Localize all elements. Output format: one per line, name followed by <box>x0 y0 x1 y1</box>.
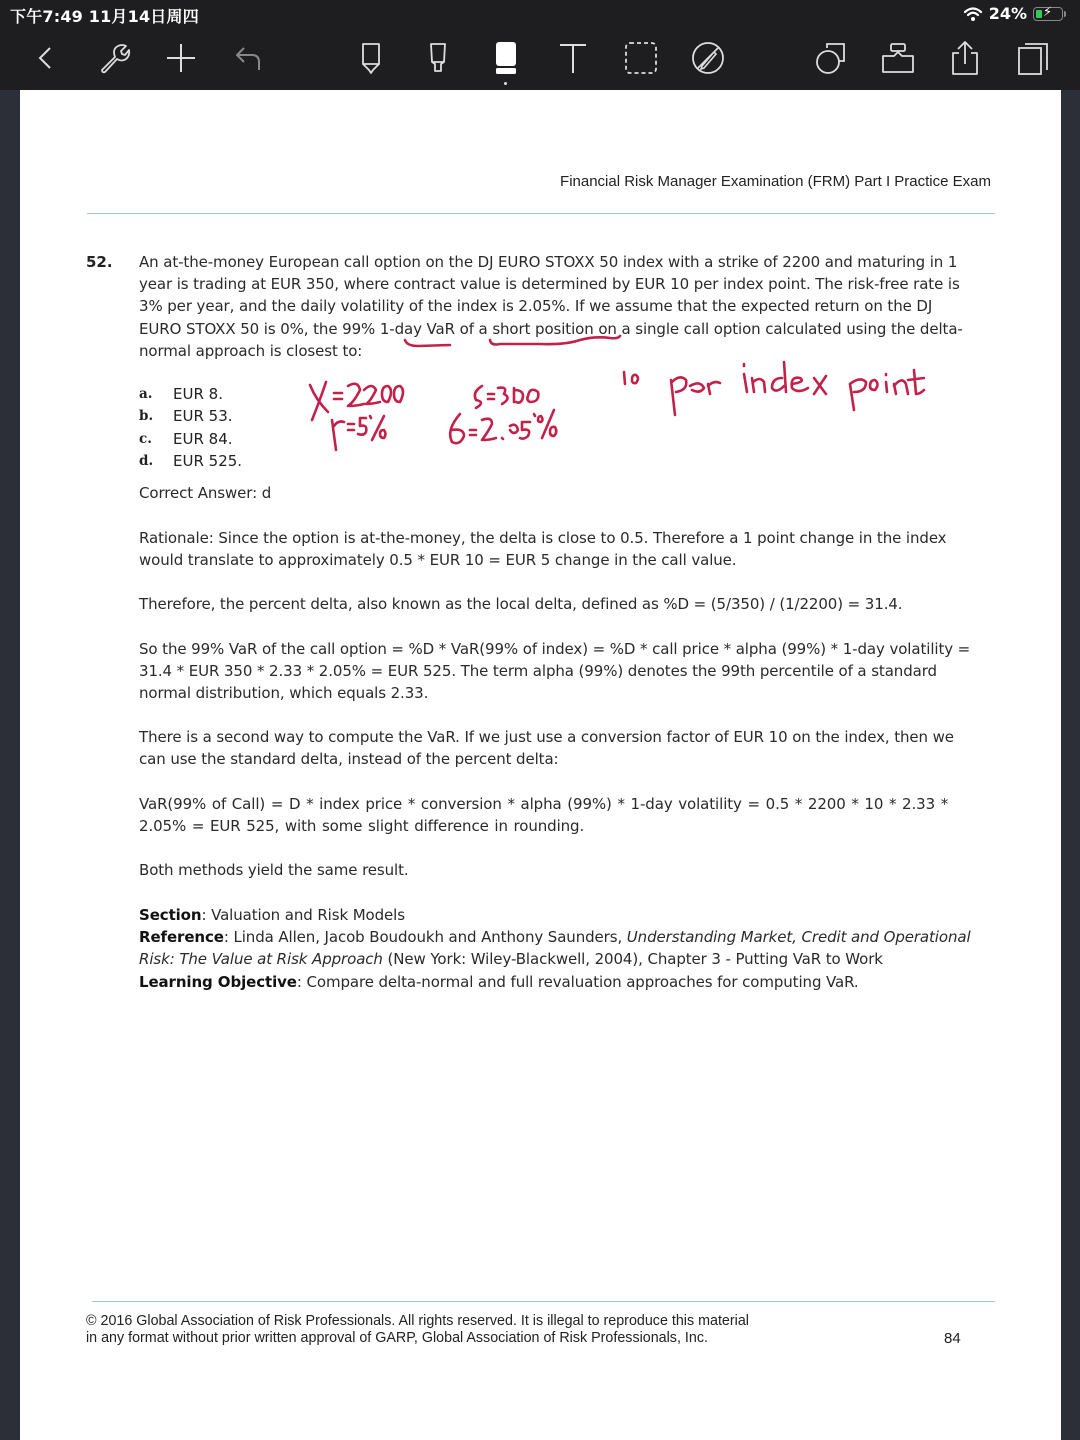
highlighter-tool[interactable] <box>418 38 458 78</box>
objective-line <box>139 971 979 993</box>
inbox-tool[interactable] <box>878 38 918 78</box>
rationale-paragraph-2: Therefore, the percent delta, also known as the local delta, defined as %D = (5/350) / (1/2200) = 31.4. <box>139 595 903 613</box>
choice-a <box>139 383 242 405</box>
undo-button[interactable] <box>228 38 268 78</box>
section-line <box>139 904 979 926</box>
battery-percent: 24% <box>988 4 1027 23</box>
lasso-tool[interactable] <box>621 38 661 78</box>
rationale-paragraph-4: There is a second way to compute the VaR. If we just use a conversion factor of EUR 10 on the index, then we can use the standard delta, instead of the percent delta: <box>139 728 954 769</box>
shapes-icon <box>812 40 848 76</box>
footer-rule <box>92 1301 995 1302</box>
pen-icon <box>353 40 389 76</box>
battery-fill <box>1036 10 1042 18</box>
share-button[interactable] <box>945 38 985 78</box>
lasso-icon <box>623 40 659 76</box>
disable-pen-tool[interactable] <box>688 38 728 78</box>
pen-tool[interactable] <box>351 38 391 78</box>
choice-letter: c. <box>139 430 152 447</box>
back-icon <box>28 40 64 76</box>
wifi-icon <box>963 6 983 22</box>
annotation-toolbar <box>0 28 1080 90</box>
objective-value: : Compare delta-normal and full revaluation approaches for computing VaR. <box>296 972 859 991</box>
reference-pre: : Linda Allen, Jacob Boudoukh and Anthony Saunders, <box>223 928 627 947</box>
tools-button[interactable] <box>94 38 134 78</box>
document-page[interactable] <box>20 90 1061 1440</box>
disable-pen-icon <box>690 40 726 76</box>
rationale-paragraph-6: Both methods yield the same result. <box>139 861 409 879</box>
back-button[interactable] <box>26 38 66 78</box>
charging-bolt-icon: ⚡ <box>1043 4 1053 20</box>
highlighter-icon <box>420 40 456 76</box>
undo-icon <box>230 40 266 76</box>
reference-post: (New York: Wiley-Blackwell, 2004), Chapter 3 - Putting VaR to Work <box>382 950 883 969</box>
choice-text: EUR 8. <box>173 385 223 403</box>
wrench-icon <box>96 40 132 76</box>
ink-note-sigma-2-05 <box>450 410 556 443</box>
active-tool-indicator <box>504 82 507 85</box>
answer-choices <box>139 383 242 472</box>
status-time-date: 下午7:49 11月14日周四 <box>10 7 199 26</box>
ink-note-10-per-index-point <box>624 362 924 415</box>
eraser-tool[interactable] <box>486 38 526 78</box>
document-header: Financial Risk Manager Examination (FRM) Part I Practice Exam <box>560 173 991 190</box>
rationale-paragraph-1: Rationale: Since the option is at-the-money, the delta is close to 0.5. Therefore a 1 point change in the index would translate to approximately 0.5 * EUR 10 = EUR 5 change in the call value. <box>139 529 947 570</box>
ink-note-c-350 <box>475 386 538 408</box>
pages-button[interactable] <box>1013 38 1053 78</box>
copyright-footer <box>86 1313 846 1347</box>
battery-tip <box>1064 11 1066 17</box>
question-text: An at-the-money European call option on the DJ EURO STOXX 50 index with a strike of 2200 and maturing in 1 year is trading at EUR 350, where contract value is determined by EUR 10 per index point. The risk-free rate is 3% per year, and the daily volatility of the index is 2.05%. If we assume that the expected return on the DJ EURO STOXX 50 is 0%, the 99% 1-day VaR of a short position on a single call option calculated using the delta-normal approach is closest to: <box>139 253 963 360</box>
rationale-paragraph-5: VaR(99% of Call) = D * index price * conversion * alpha (99%) * 1-day volatility = 0.5 * 2200 * 10 * 2.33 * 2.05% = EUR 525, with some slight difference in rounding. <box>139 795 949 836</box>
reference-title: Understanding Market, Credit and Operational Risk: The Value at Risk Approach <box>139 928 971 969</box>
plus-icon <box>163 40 199 76</box>
text-tool[interactable] <box>553 38 593 78</box>
choice-letter: a. <box>139 386 153 402</box>
choice-d <box>139 450 242 472</box>
correct-answer: Correct Answer: d <box>139 484 272 502</box>
add-button[interactable] <box>161 38 201 78</box>
pages-icon <box>1015 40 1051 76</box>
battery-icon <box>1033 4 1063 21</box>
choice-letter: d. <box>139 452 154 469</box>
choice-letter: b. <box>139 408 154 425</box>
choice-c <box>139 428 242 450</box>
question-number: 52. <box>86 253 113 271</box>
section-value: : Valuation and Risk Models <box>201 906 405 924</box>
status-right <box>963 4 1066 23</box>
shapes-tool[interactable] <box>810 38 850 78</box>
inbox-icon <box>880 40 916 76</box>
text-icon <box>555 40 591 76</box>
share-icon <box>947 40 983 76</box>
ink-note-x-2200 <box>310 382 403 420</box>
choice-b <box>139 405 242 427</box>
page-number: 84 <box>944 1330 961 1347</box>
reference-line <box>139 926 979 970</box>
footer-line-1: © 2016 Global Association of Risk Professionals. All rights reserved. It is illegal to reproduce this material <box>86 1313 749 1329</box>
choice-text: EUR 525. <box>173 451 243 470</box>
rationale-paragraph-3: So the 99% VaR of the call option = %D * VaR(99% of index) = %D * call price * alpha (99%) * 1-day volatility = 31.4 * EUR 350 * 2.33 * 2.05% = EUR 525. The term alpha (99%) denotes the 99th percentile of a standard normal distribution, which equals 2.33. <box>139 640 971 703</box>
choice-text: EUR 84. <box>173 429 233 448</box>
objective-label: Learning Objective <box>139 972 297 991</box>
section-label: Section <box>139 906 202 924</box>
eraser-icon <box>488 40 524 76</box>
ink-note-r-5-percent <box>332 416 386 450</box>
reference-label: Reference <box>139 928 224 947</box>
choice-text: EUR 53. <box>173 407 233 426</box>
status-bar <box>0 0 1080 28</box>
metadata-block <box>139 904 979 993</box>
header-rule <box>87 213 995 214</box>
footer-line-2: in any format without prior written approval of GARP, Global Association of Risk Professionals, Inc. <box>86 1330 708 1346</box>
